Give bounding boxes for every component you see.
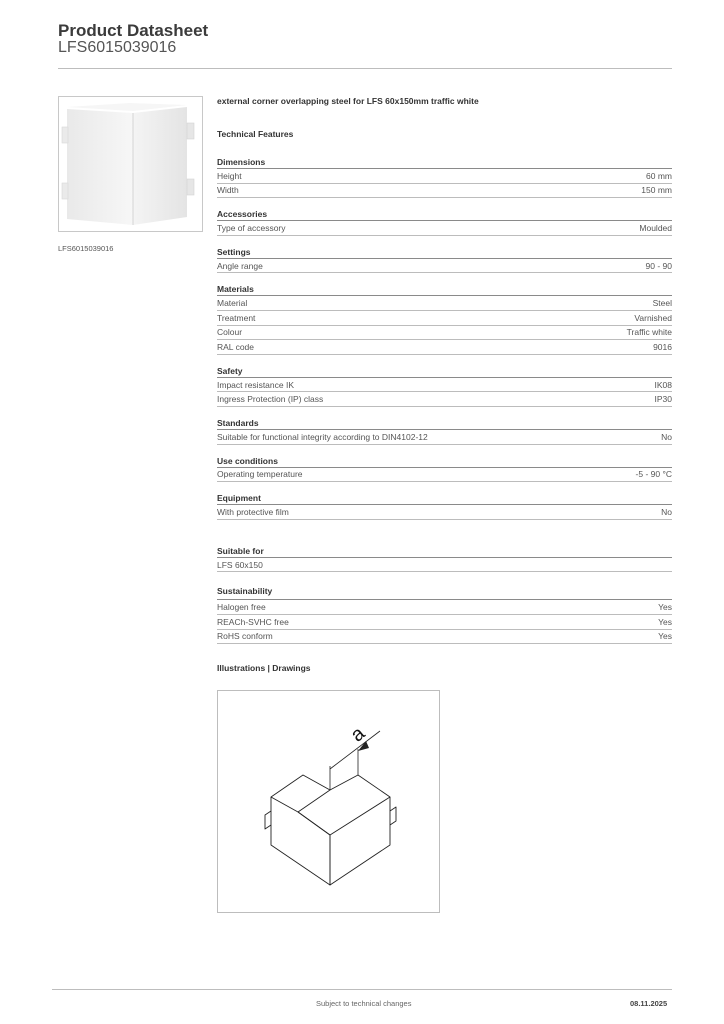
spec-label: LFS 60x150	[217, 559, 263, 570]
section-title: Equipment	[217, 491, 672, 505]
spec-label: Suitable for functional integrity according to DIN4102-12	[217, 431, 428, 442]
header-divider	[58, 68, 672, 69]
product-photo	[58, 96, 203, 232]
spec-row	[217, 558, 672, 573]
section-materials	[217, 282, 672, 354]
footer-divider	[52, 989, 672, 990]
section-title: Sustainability	[217, 583, 672, 600]
technical-drawing	[217, 690, 440, 913]
spec-value: 90 - 90	[645, 260, 672, 271]
spec-value: Steel	[652, 298, 672, 309]
spec-label: Colour	[217, 327, 243, 338]
spec-row	[217, 430, 672, 445]
spec-value: No	[661, 506, 672, 517]
product-code: LFS6015039016	[58, 39, 177, 56]
spec-row	[217, 311, 672, 326]
spec-row	[217, 296, 672, 311]
section-title: Standards	[217, 416, 672, 430]
spec-row	[217, 326, 672, 341]
spec-label: Treatment	[217, 312, 256, 323]
spec-value: No	[661, 431, 672, 442]
section-dimensions	[217, 155, 672, 198]
page-title: Product Datasheet	[58, 21, 209, 40]
spec-label: Type of accessory	[217, 222, 286, 233]
section-equipment	[217, 491, 672, 520]
product-photo-image	[59, 97, 202, 231]
spec-label: Ingress Protection (IP) class	[217, 394, 324, 405]
section-settings	[217, 245, 672, 274]
spec-value: Moulded	[639, 222, 672, 233]
spec-label: Impact resistance IK	[217, 379, 295, 390]
spec-row	[217, 378, 672, 393]
spec-label: RoHS conform	[217, 631, 273, 642]
section-title: Suitable for	[217, 544, 672, 558]
section-suitable-for	[217, 544, 672, 573]
section-title: Settings	[217, 245, 672, 259]
section-sustainability	[217, 583, 672, 644]
section-accessories	[217, 207, 672, 236]
spec-row	[217, 468, 672, 483]
spec-value: -5 - 90 °C	[635, 469, 672, 480]
section-title: Accessories	[217, 207, 672, 221]
spec-row	[217, 169, 672, 184]
spec-value: Traffic white	[626, 327, 672, 338]
spec-row	[217, 259, 672, 274]
spec-label: Width	[217, 185, 239, 196]
illustrations-heading: Illustrations | Drawings	[217, 663, 311, 674]
spec-label: RAL code	[217, 341, 255, 352]
spec-value: IP30	[654, 394, 672, 405]
footer-note: Subject to technical changes	[316, 999, 412, 1008]
spec-value: Yes	[658, 602, 672, 613]
spec-value: Varnished	[634, 312, 672, 323]
section-standards	[217, 416, 672, 445]
spec-value: Yes	[658, 616, 672, 627]
spec-label: Height	[217, 170, 242, 181]
spec-label: With protective film	[217, 506, 289, 517]
spec-label: Angle range	[217, 260, 263, 271]
spec-row	[217, 392, 672, 407]
footer-date: 08.11.2025	[630, 999, 668, 1008]
spec-label: Halogen free	[217, 602, 266, 613]
section-use-conditions	[217, 454, 672, 483]
spec-label: REACh-SVHC free	[217, 616, 289, 627]
corner-drawing	[218, 691, 439, 912]
spec-row	[217, 221, 672, 236]
spec-value: 150 mm	[641, 185, 672, 196]
spec-row	[217, 505, 672, 520]
product-description: external corner overlapping steel for LFS 60x150mm traffic white	[217, 96, 479, 106]
section-safety	[217, 364, 672, 407]
spec-row	[217, 340, 672, 355]
datasheet-content	[217, 96, 672, 677]
spec-label: Material	[217, 298, 248, 309]
section-title: Dimensions	[217, 155, 672, 169]
photo-caption: LFS6015039016	[58, 244, 114, 253]
spec-row	[217, 184, 672, 199]
spec-value: Yes	[658, 631, 672, 642]
spec-value: 60 mm	[646, 170, 672, 181]
spec-value: 9016	[653, 341, 672, 352]
dimension-label: a	[346, 722, 370, 747]
section-title: Materials	[217, 282, 672, 296]
spec-value: IK08	[654, 379, 672, 390]
spec-row	[217, 615, 672, 630]
spec-row	[217, 630, 672, 645]
technical-features-heading: Technical Features	[217, 129, 294, 139]
spec-label: Operating temperature	[217, 469, 303, 480]
spec-row	[217, 600, 672, 615]
section-title: Safety	[217, 364, 672, 378]
section-title: Use conditions	[217, 454, 672, 468]
